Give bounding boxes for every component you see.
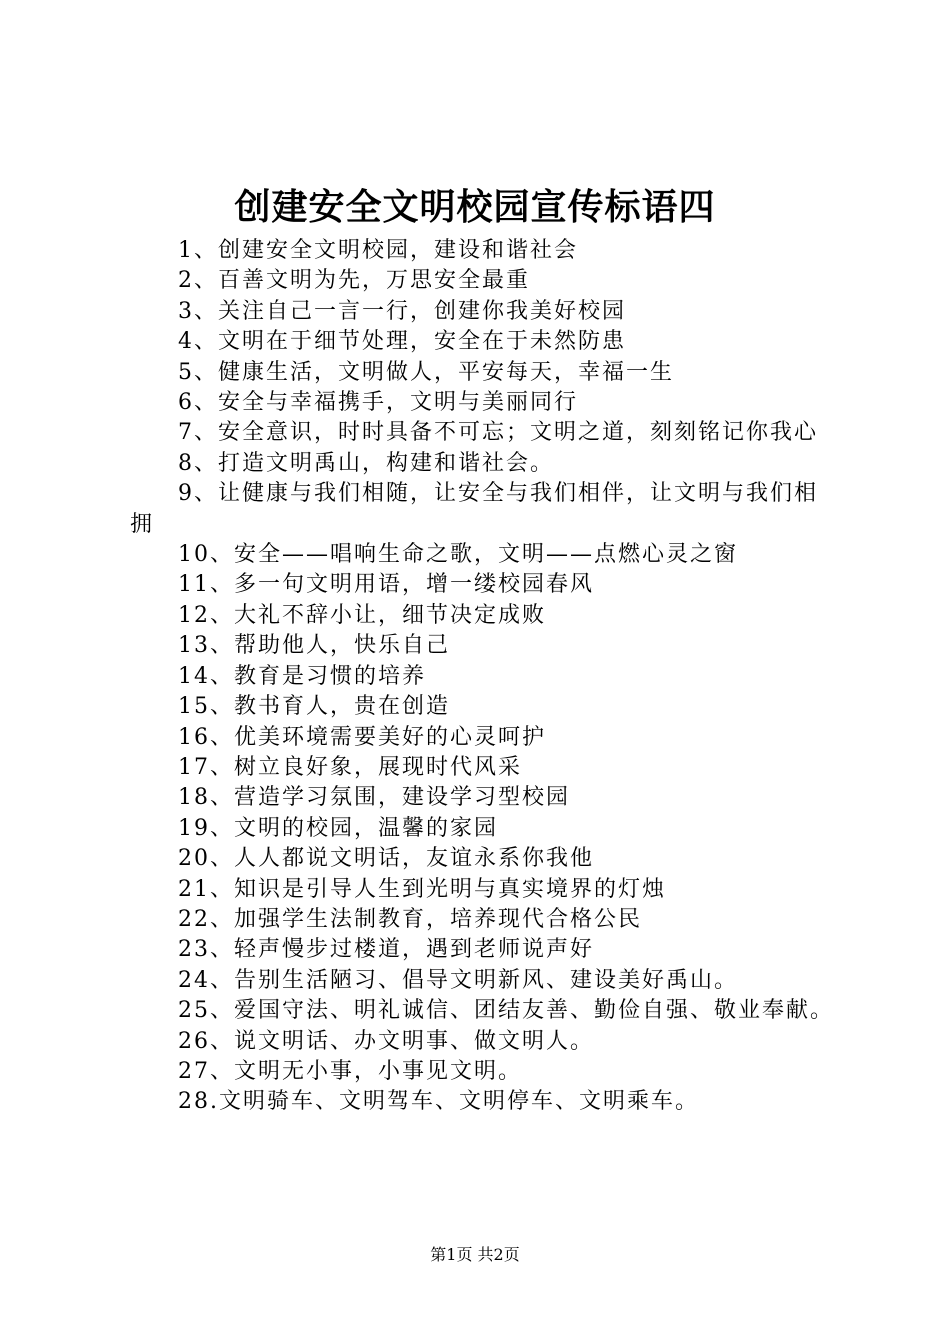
slogan-item: 5、健康生活，文明做人，平安每天，幸福一生 [178, 359, 674, 385]
slogan-item: 13、帮助他人，快乐自己 [178, 633, 450, 659]
slogan-item: 3、关注自己一言一行，创建你我美好校园 [178, 298, 626, 324]
slogan-item: 17、树立良好象，展现时代风采 [178, 754, 522, 780]
slogan-item: 24、告别生活陋习、倡导文明新风、建设美好禹山。 [178, 967, 738, 993]
slogan-item: 25、爱国守法、明礼诚信、团结友善、勤俭自强、敬业奉献。 [178, 998, 834, 1024]
slogan-item: 4、文明在于细节处理，安全在于未然防患 [178, 329, 626, 355]
slogan-item: 22、加强学生法制教育，培养现代合格公民 [178, 906, 642, 932]
slogan-item: 11、多一句文明用语，增一缕校园春风 [178, 572, 594, 598]
slogan-item: 1、创建安全文明校园，建设和谐社会 [178, 238, 578, 263]
slogan-item: 23、轻声慢步过楼道，遇到老师说声好 [178, 937, 594, 963]
document-title: 创建安全文明校园宣传标语四 [234, 187, 716, 228]
slogan-list [130, 236, 835, 1118]
slogan-item: 7、安全意识，时时具备不可忘；文明之道，刻刻铭记你我心 [178, 420, 818, 446]
slogan-item: 28.文明骑车、文明驾车、文明停车、文明乘车。 [178, 1089, 699, 1115]
slogan-item: 15、教书育人，贵在创造 [178, 694, 450, 720]
slogan-item: 8、打造文明禹山，构建和谐社会。 [178, 450, 554, 476]
slogan-item: 6、安全与幸福携手，文明与美丽同行 [178, 390, 578, 416]
slogan-item: 18、营造学习氛围，建设学习型校园 [178, 785, 570, 811]
slogan-item: 2、百善文明为先，万思安全最重 [178, 268, 530, 294]
slogan-item: 27、文明无小事，小事见文明。 [178, 1058, 522, 1084]
slogan-item: 9、让健康与我们相随，让安全与我们相伴，让文明与我们相拥 [130, 481, 818, 537]
slogan-item: 14、教育是习惯的培养 [178, 663, 426, 689]
slogan-item: 21、知识是引导人生到光明与真实境界的灯烛 [178, 876, 666, 902]
slogan-item: 12、大礼不辞小让，细节决定成败 [178, 602, 546, 628]
slogan-item: 16、优美环境需要美好的心灵呵护 [178, 724, 546, 750]
slogan-item: 19、文明的校园，温馨的家园 [178, 815, 498, 841]
slogan-item: 20、人人都说文明话，友谊永系你我他 [178, 846, 594, 872]
slogan-item: 10、安全——唱响生命之歌，文明——点燃心灵之窗 [178, 542, 738, 568]
page-footer: 第1页 共2页 [430, 1245, 520, 1264]
slogan-item: 26、说文明话、办文明事、做文明人。 [178, 1028, 594, 1054]
